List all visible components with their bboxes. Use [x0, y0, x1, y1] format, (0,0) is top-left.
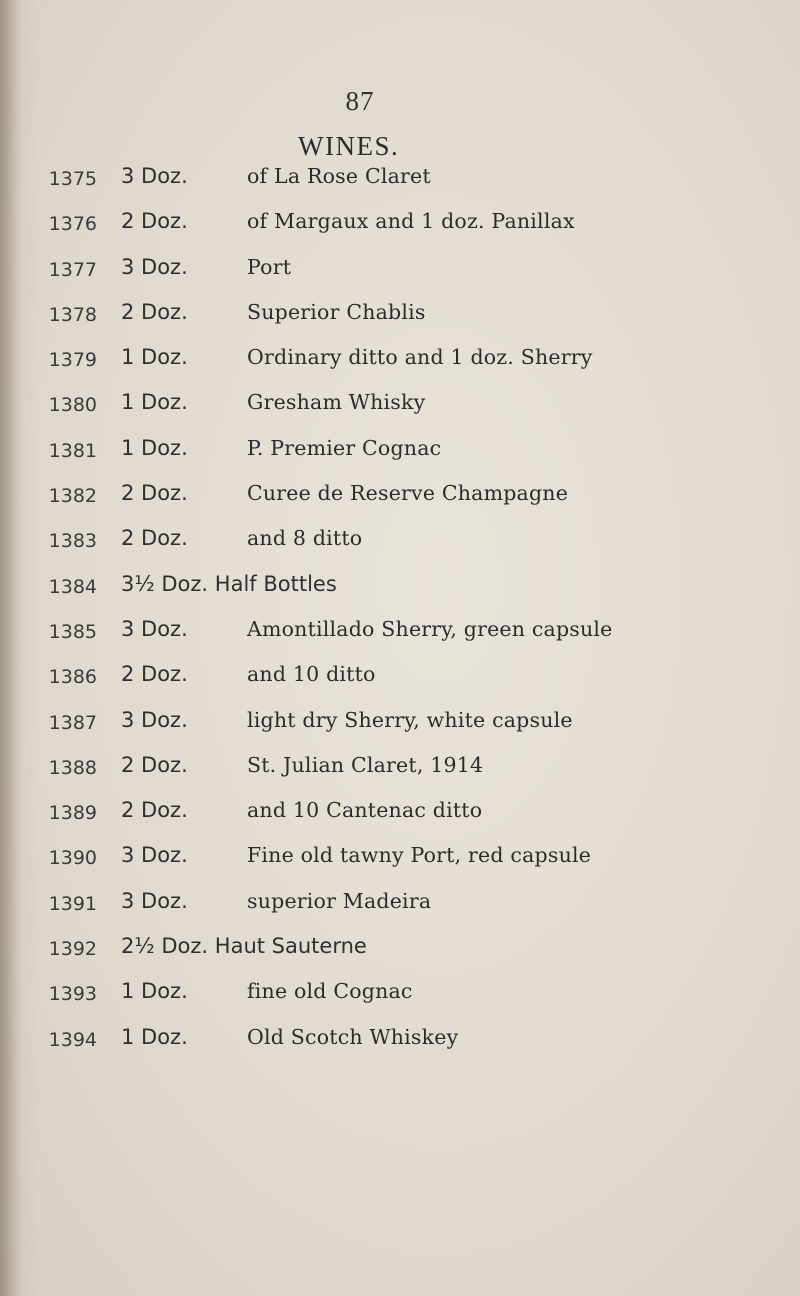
lot-description: superior Madeira — [247, 888, 432, 913]
lot-number: 1393 — [48, 983, 97, 1006]
lot-number: 1388 — [48, 756, 97, 779]
lot-quantity: 1 Doz. — [121, 390, 188, 415]
lot-row — [0, 164, 800, 209]
lot-number: 1387 — [48, 711, 97, 734]
lot-number: 1378 — [48, 303, 97, 326]
lot-quantity: 1 Doz. — [121, 979, 188, 1004]
lot-row — [0, 979, 800, 1024]
lot-quantity: 2 Doz. — [121, 752, 188, 777]
lot-list — [0, 164, 800, 1070]
lot-number: 1392 — [48, 938, 97, 961]
lot-description: of La Rose Claret — [247, 164, 431, 188]
lot-quantity: 2 Doz. — [121, 662, 188, 687]
lot-row — [0, 300, 800, 345]
lot-description: fine old Cognac — [247, 979, 413, 1004]
lot-row — [0, 572, 800, 617]
lot-row — [0, 617, 800, 662]
lot-number: 1375 — [48, 168, 97, 190]
lot-description: and 8 ditto — [247, 526, 363, 551]
lot-quantity: 3 Doz. — [121, 888, 188, 913]
lot-quantity: 1 Doz. — [121, 345, 188, 370]
lot-row — [0, 934, 800, 979]
lot-number: 1377 — [48, 258, 97, 281]
lot-description: and 10 ditto — [247, 662, 376, 687]
lot-row — [0, 889, 800, 934]
lot-number: 1382 — [48, 485, 97, 508]
lot-number: 1383 — [48, 530, 97, 553]
lot-row — [0, 390, 800, 435]
lot-number: 1380 — [48, 394, 97, 417]
lot-quantity: 1 Doz. — [121, 435, 188, 460]
lot-description: Ordinary ditto and 1 doz. Sherry — [247, 345, 593, 370]
lot-row — [0, 345, 800, 390]
lot-quantity: 2 Doz. — [121, 209, 188, 234]
lot-number: 1391 — [48, 892, 97, 915]
lot-row — [0, 526, 800, 571]
lot-row — [0, 209, 800, 254]
lot-number: 1389 — [48, 802, 97, 825]
lot-description: Port — [247, 254, 292, 279]
lot-description: Gresham Whisky — [247, 390, 426, 415]
lot-row — [0, 481, 800, 526]
lot-row — [0, 662, 800, 707]
lot-number: 1394 — [48, 1028, 97, 1051]
lot-quantity: 3 Doz. — [121, 164, 188, 188]
lot-description: Amontillado Sherry, green capsule — [247, 616, 613, 641]
lot-quantity: 2½ Doz. Haut Sauterne — [121, 934, 367, 959]
lot-row — [0, 753, 800, 798]
lot-description: and 10 Cantenac ditto — [247, 798, 483, 823]
lot-number: 1386 — [48, 666, 97, 689]
lot-number: 1379 — [48, 349, 97, 372]
lot-number: 1376 — [48, 213, 97, 236]
lot-quantity: 3 Doz. — [121, 707, 188, 732]
lot-number: 1390 — [48, 847, 97, 870]
lot-quantity: 2 Doz. — [121, 481, 188, 506]
lot-row — [0, 708, 800, 753]
lot-number: 1381 — [48, 439, 97, 462]
lot-quantity: 3 Doz. — [121, 843, 188, 868]
lot-quantity: 2 Doz. — [121, 798, 188, 823]
lot-row — [0, 436, 800, 481]
lot-description: Fine old tawny Port, red capsule — [247, 843, 592, 868]
lot-description: St. Julian Claret, 1914 — [247, 752, 484, 777]
lot-quantity: 3½ Doz. Half Bottles — [121, 571, 337, 596]
lot-number: 1384 — [48, 575, 97, 598]
lot-description: P. Premier Cognac — [247, 435, 442, 460]
section-title: WINES. — [298, 131, 400, 161]
lot-description: Curee de Reserve Champagne — [247, 481, 569, 506]
lot-row — [0, 1025, 800, 1070]
lot-description: Old Scotch Whiskey — [247, 1024, 459, 1049]
lot-quantity: 2 Doz. — [121, 526, 188, 551]
lot-quantity: 2 Doz. — [121, 299, 188, 324]
lot-quantity: 3 Doz. — [121, 254, 188, 279]
lot-quantity: 3 Doz. — [121, 616, 188, 641]
lot-row — [0, 798, 800, 843]
lot-number: 1385 — [48, 620, 97, 643]
lot-description: of Margaux and 1 doz. Panillax — [247, 209, 575, 234]
page-number: 87 — [345, 86, 375, 116]
lot-row — [0, 843, 800, 888]
lot-quantity: 1 Doz. — [121, 1024, 188, 1049]
lot-row — [0, 255, 800, 300]
lot-description: Superior Chablis — [247, 299, 426, 324]
lot-description: light dry Sherry, white capsule — [247, 707, 573, 732]
